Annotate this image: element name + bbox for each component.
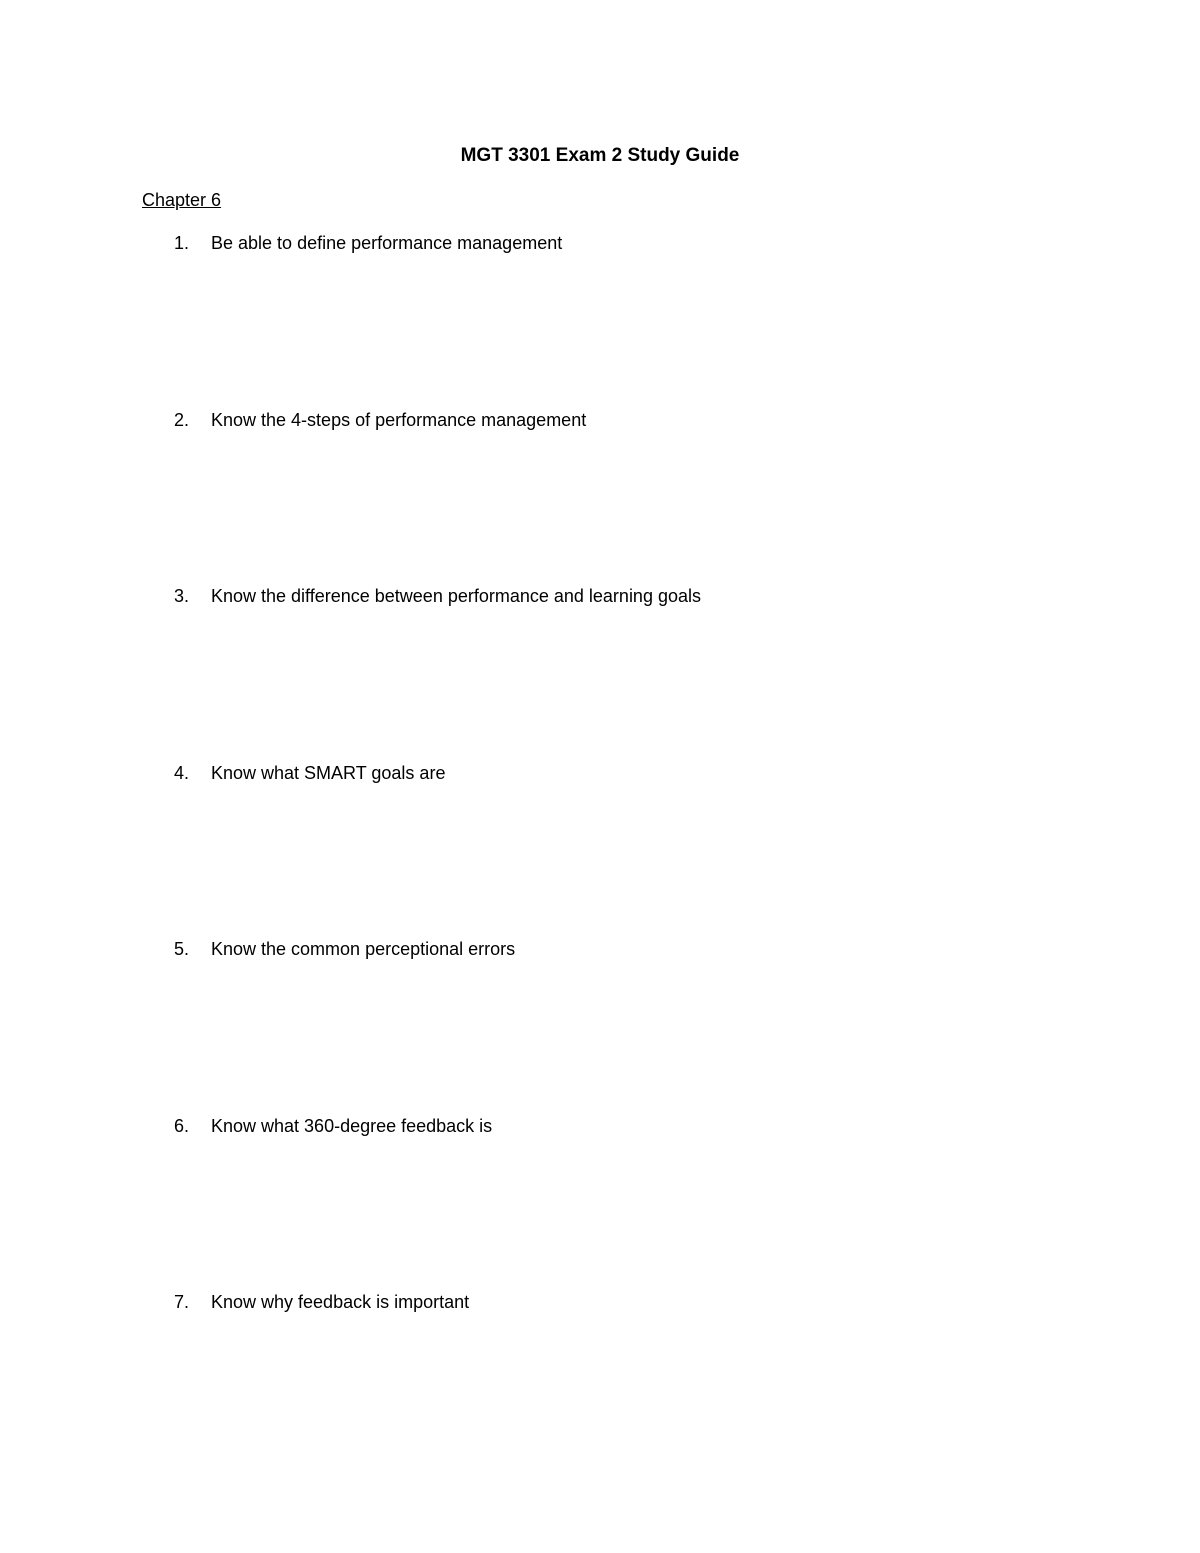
list-item-text: Know what SMART goals are	[211, 763, 446, 783]
list-item-text: Know the difference between performance and learning goals	[211, 586, 701, 606]
list-item-text: Know what 360-degree feedback is	[211, 1116, 493, 1136]
list-item-text: Know the 4-steps of performance management	[211, 410, 587, 430]
list-item-text: Be able to define performance management	[211, 233, 563, 253]
list-item-number: 6.	[174, 1116, 190, 1136]
list-item-text: Know the common perceptional errors	[211, 939, 516, 959]
list-item-number: 5.	[174, 939, 190, 959]
list-item-text: Know why feedback is important	[211, 1292, 470, 1312]
list-item-number: 3.	[174, 586, 190, 606]
chapter-heading: Chapter 6	[142, 190, 222, 210]
list-item-number: 7.	[174, 1292, 190, 1312]
list-item-number: 2.	[174, 410, 190, 430]
page-title: MGT 3301 Exam 2 Study Guide	[460, 145, 740, 166]
list-item-number: 1.	[174, 233, 190, 253]
list-item-number: 4.	[174, 763, 190, 783]
